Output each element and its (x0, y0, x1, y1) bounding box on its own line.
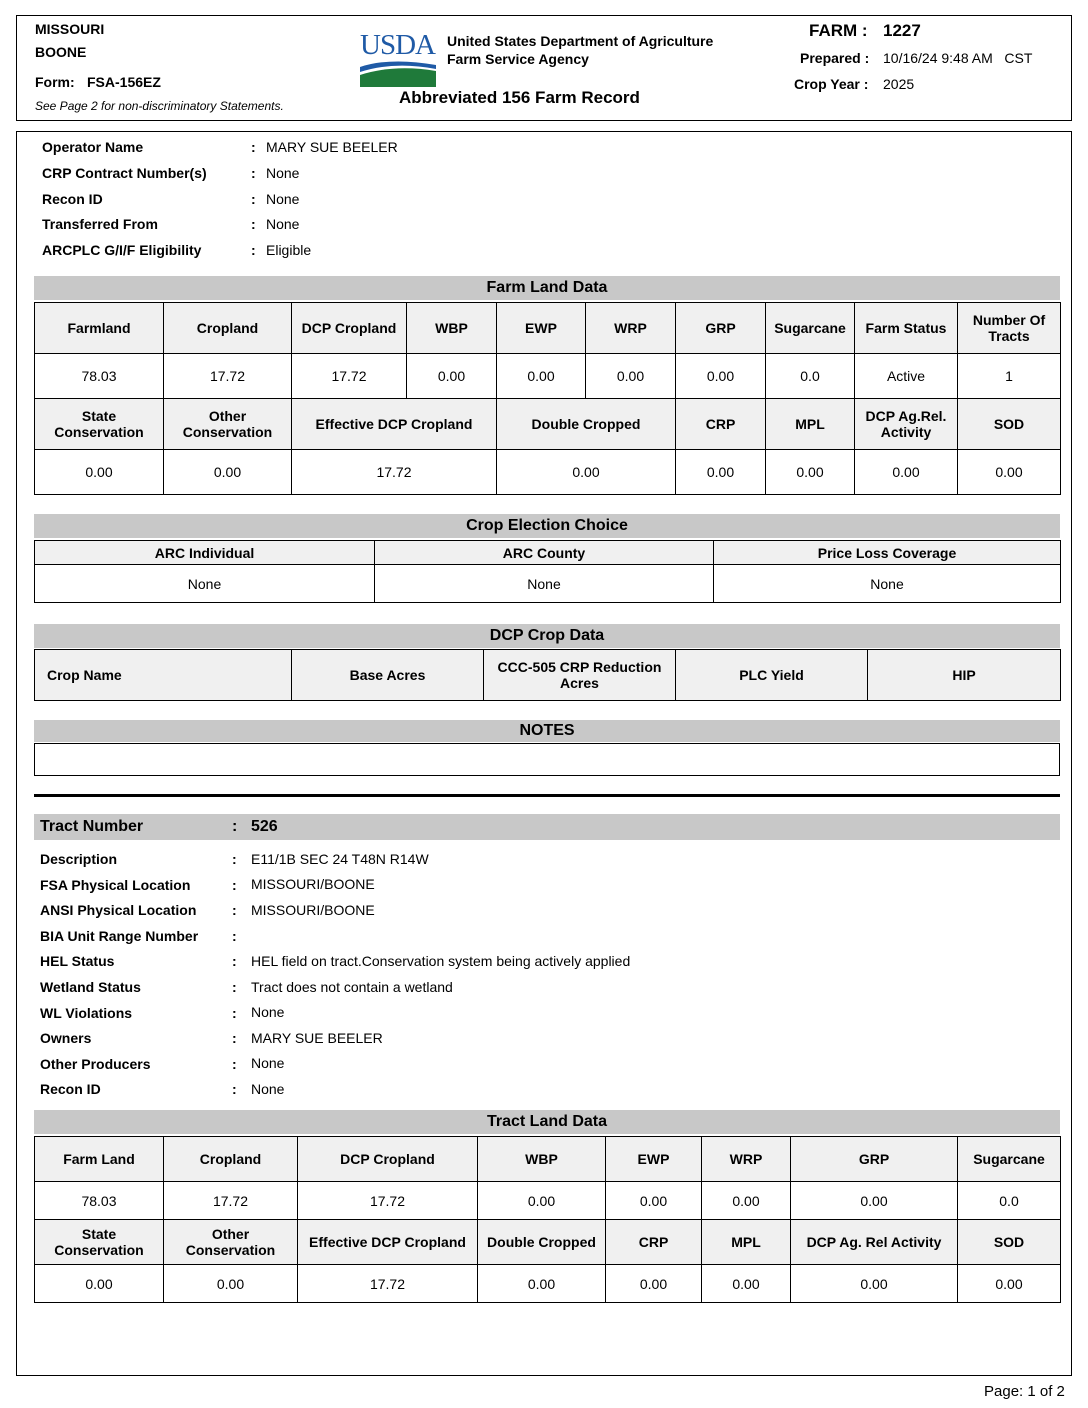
wetland-status-value: Tract does not contain a wetland (251, 979, 453, 995)
crop-election-title: Crop Election Choice (34, 514, 1060, 538)
agency-name: Farm Service Agency (447, 51, 589, 67)
table-header-cell: CRP (676, 399, 766, 450)
table-header-cell: Price Loss Coverage (714, 541, 1061, 565)
table-cell: 0.00 (35, 1265, 164, 1303)
crop-election-value-row (35, 565, 1061, 603)
table-header-cell: Cropland (164, 303, 292, 354)
field-colon: : (251, 242, 256, 258)
farm-land-value-row-2 (35, 450, 1061, 495)
description-label: Description (40, 851, 118, 867)
operator-name-value: MARY SUE BEELER (266, 139, 398, 155)
table-cell: None (35, 565, 375, 603)
wetland-status-label: Wetland Status (40, 979, 141, 995)
table-header-cell: Other Conservation (164, 399, 292, 450)
table-header-cell: ARC Individual (35, 541, 375, 565)
wl-violations-value: None (251, 1004, 285, 1020)
crop-election-table (34, 540, 1061, 603)
notes-title: NOTES (34, 720, 1060, 742)
owners-label: Owners (40, 1030, 92, 1046)
farm-land-table (34, 302, 1061, 495)
table-cell: 17.72 (298, 1182, 478, 1220)
tract-land-value-row-1 (35, 1182, 1061, 1220)
description-value: E11/1B SEC 24 T48N R14W (251, 851, 429, 867)
table-header-cell: WRP (702, 1137, 791, 1182)
table-header-cell: Crop Name (35, 650, 292, 701)
wl-violations-label: WL Violations (40, 1005, 133, 1021)
table-header-cell: DCP Ag. Rel Activity (791, 1220, 958, 1265)
table-header-cell: Sugarcane (766, 303, 855, 354)
table-cell: 17.72 (164, 1182, 298, 1220)
arcplc-eligibility-value: Eligible (266, 242, 312, 258)
table-header-cell: GRP (791, 1137, 958, 1182)
table-cell: 0.00 (958, 450, 1061, 495)
table-header-cell: DCP Ag.Rel. Activity (855, 399, 958, 450)
table-cell: 78.03 (35, 1182, 164, 1220)
table-cell: 78.03 (35, 354, 164, 399)
tract-land-header-row-2 (35, 1220, 1061, 1265)
section-divider (34, 794, 1060, 797)
notes-box (34, 743, 1060, 776)
other-producers-value: None (251, 1055, 285, 1071)
table-header-cell: PLC Yield (676, 650, 868, 701)
arcplc-eligibility-label: ARCPLC G/I/F Eligibility (42, 242, 202, 258)
county-name: BOONE (35, 44, 87, 60)
table-header-cell: Farm Status (855, 303, 958, 354)
table-cell: 0.00 (958, 1265, 1061, 1303)
tract-number-bar (34, 814, 1060, 840)
table-cell: 0.00 (478, 1182, 606, 1220)
table-header-cell: ARC County (375, 541, 714, 565)
table-header-cell: HIP (868, 650, 1061, 701)
fsa-location-label: FSA Physical Location (40, 877, 191, 893)
field-colon: : (232, 979, 237, 995)
crop-election-header-row (35, 541, 1061, 565)
field-colon: : (232, 1030, 237, 1046)
table-cell: 0.00 (766, 450, 855, 495)
table-cell: 0.00 (702, 1182, 791, 1220)
field-colon: : (232, 928, 237, 944)
table-header-cell: MPL (766, 399, 855, 450)
page-number: Page: 1 of 2 (984, 1383, 1065, 1400)
table-header-cell: State Conservation (35, 1220, 164, 1265)
dcp-crop-header-row (35, 650, 1061, 701)
table-header-cell: Number Of Tracts (958, 303, 1061, 354)
operator-name-label: Operator Name (42, 139, 144, 155)
table-header-cell: Cropland (164, 1137, 298, 1182)
field-colon: : (232, 953, 237, 969)
other-producers-label: Other Producers (40, 1056, 151, 1072)
tract-number-value: 526 (251, 818, 278, 835)
table-header-cell: WRP (586, 303, 676, 354)
table-header-cell: EWP (606, 1137, 702, 1182)
field-colon: : (232, 902, 237, 918)
table-cell: 0.00 (676, 354, 766, 399)
usda-logo-swoosh-icon (360, 59, 436, 87)
owners-value: MARY SUE BEELER (251, 1030, 383, 1046)
farm-number: 1227 (883, 21, 921, 40)
field-colon: : (232, 1081, 237, 1097)
table-header-cell: CCC-505 CRP Reduction Acres (484, 650, 676, 701)
prepared-value: 10/16/24 9:48 AM CST (883, 50, 1033, 66)
table-cell: 0.00 (791, 1265, 958, 1303)
table-cell: 0.00 (606, 1265, 702, 1303)
table-header-cell: Farm Land (35, 1137, 164, 1182)
department-name: United States Department of Agriculture (447, 33, 714, 49)
table-cell: None (714, 565, 1061, 603)
field-colon: : (251, 165, 256, 181)
table-cell: 0.00 (791, 1182, 958, 1220)
table-cell: 1 (958, 354, 1061, 399)
farm-land-header-row-1 (35, 303, 1061, 354)
table-cell: 0.00 (586, 354, 676, 399)
tract-land-table (34, 1136, 1061, 1303)
table-header-cell: DCP Cropland (292, 303, 407, 354)
farm-land-data-title: Farm Land Data (34, 276, 1060, 300)
table-header-cell: Effective DCP Cropland (298, 1220, 478, 1265)
tract-number-label: Tract Number (40, 818, 144, 835)
field-colon: : (251, 191, 256, 207)
farm-label: FARM : (809, 21, 868, 40)
usda-logo (360, 31, 438, 87)
table-header-cell: Double Cropped (478, 1220, 606, 1265)
table-header-cell: Farmland (35, 303, 164, 354)
field-colon: : (232, 1056, 237, 1072)
ansi-location-label: ANSI Physical Location (40, 902, 197, 918)
table-header-cell: WBP (478, 1137, 606, 1182)
crop-year-label: Crop Year : (794, 76, 869, 92)
prepared-label: Prepared : (800, 50, 870, 66)
field-colon: : (232, 851, 237, 867)
table-header-cell: Effective DCP Cropland (292, 399, 497, 450)
table-cell: 0.00 (164, 1265, 298, 1303)
table-header-cell: MPL (702, 1220, 791, 1265)
transferred-from-label: Transferred From (42, 216, 158, 232)
transferred-from-value: None (266, 216, 300, 232)
farm-land-value-row-1 (35, 354, 1061, 399)
crop-year-value: 2025 (883, 76, 915, 92)
table-cell: 17.72 (298, 1265, 478, 1303)
table-cell: 0.0 (958, 1182, 1061, 1220)
table-header-cell: SOD (958, 1220, 1061, 1265)
table-header-cell: Sugarcane (958, 1137, 1061, 1182)
table-cell: 17.72 (164, 354, 292, 399)
table-cell: 0.00 (478, 1265, 606, 1303)
table-cell: 17.72 (292, 354, 407, 399)
field-colon: : (251, 139, 256, 155)
table-cell: 0.00 (855, 450, 958, 495)
recon-id-label: Recon ID (42, 191, 103, 207)
field-colon: : (232, 1005, 237, 1021)
table-header-cell: SOD (958, 399, 1061, 450)
state-name: MISSOURI (35, 21, 105, 37)
farm-land-header-row-2 (35, 399, 1061, 450)
table-cell: 17.72 (292, 450, 497, 495)
table-header-cell: GRP (676, 303, 766, 354)
table-cell: Active (855, 354, 958, 399)
table-cell: 0.00 (606, 1182, 702, 1220)
tract-recon-id-value: None (251, 1081, 285, 1097)
dcp-crop-data-title: DCP Crop Data (34, 624, 1060, 648)
field-colon: : (232, 877, 237, 893)
record-title: Abbreviated 156 Farm Record (399, 88, 640, 107)
table-header-cell: Double Cropped (497, 399, 676, 450)
hel-status-label: HEL Status (40, 953, 115, 969)
tract-recon-id-label: Recon ID (40, 1081, 101, 1097)
table-header-cell: EWP (497, 303, 586, 354)
tract-land-value-row-2 (35, 1265, 1061, 1303)
form-label: Form: (35, 74, 75, 90)
table-cell: 0.00 (497, 450, 676, 495)
table-cell: 0.00 (164, 450, 292, 495)
table-header-cell: Other Conservation (164, 1220, 298, 1265)
table-cell: 0.00 (35, 450, 164, 495)
crp-contract-value: None (266, 165, 300, 181)
form-number: FSA-156EZ (87, 74, 161, 90)
field-colon: : (251, 216, 256, 232)
dcp-crop-table (34, 649, 1061, 701)
table-cell: 0.00 (676, 450, 766, 495)
fsa-location-value: MISSOURI/BOONE (251, 876, 375, 892)
table-cell: 0.0 (766, 354, 855, 399)
hel-status-value: HEL field on tract.Conservation system being actively applied (251, 953, 631, 969)
table-cell: 0.00 (497, 354, 586, 399)
crp-contract-label: CRP Contract Number(s) (42, 165, 207, 181)
table-header-cell: State Conservation (35, 399, 164, 450)
nondiscrimination-note: See Page 2 for non-discriminatory Statements. (35, 99, 284, 113)
usda-logo-text: USDA (360, 29, 435, 61)
table-cell: 0.00 (407, 354, 497, 399)
tract-land-header-row-1 (35, 1137, 1061, 1182)
ansi-location-value: MISSOURI/BOONE (251, 902, 375, 918)
recon-id-value: None (266, 191, 300, 207)
tract-land-data-title: Tract Land Data (34, 1110, 1060, 1134)
table-header-cell: Base Acres (292, 650, 484, 701)
table-cell: 0.00 (702, 1265, 791, 1303)
table-header-cell: WBP (407, 303, 497, 354)
bia-unit-label: BIA Unit Range Number (40, 928, 199, 944)
table-header-cell: DCP Cropland (298, 1137, 478, 1182)
field-colon: : (232, 818, 238, 835)
table-header-cell: CRP (606, 1220, 702, 1265)
table-cell: None (375, 565, 714, 603)
